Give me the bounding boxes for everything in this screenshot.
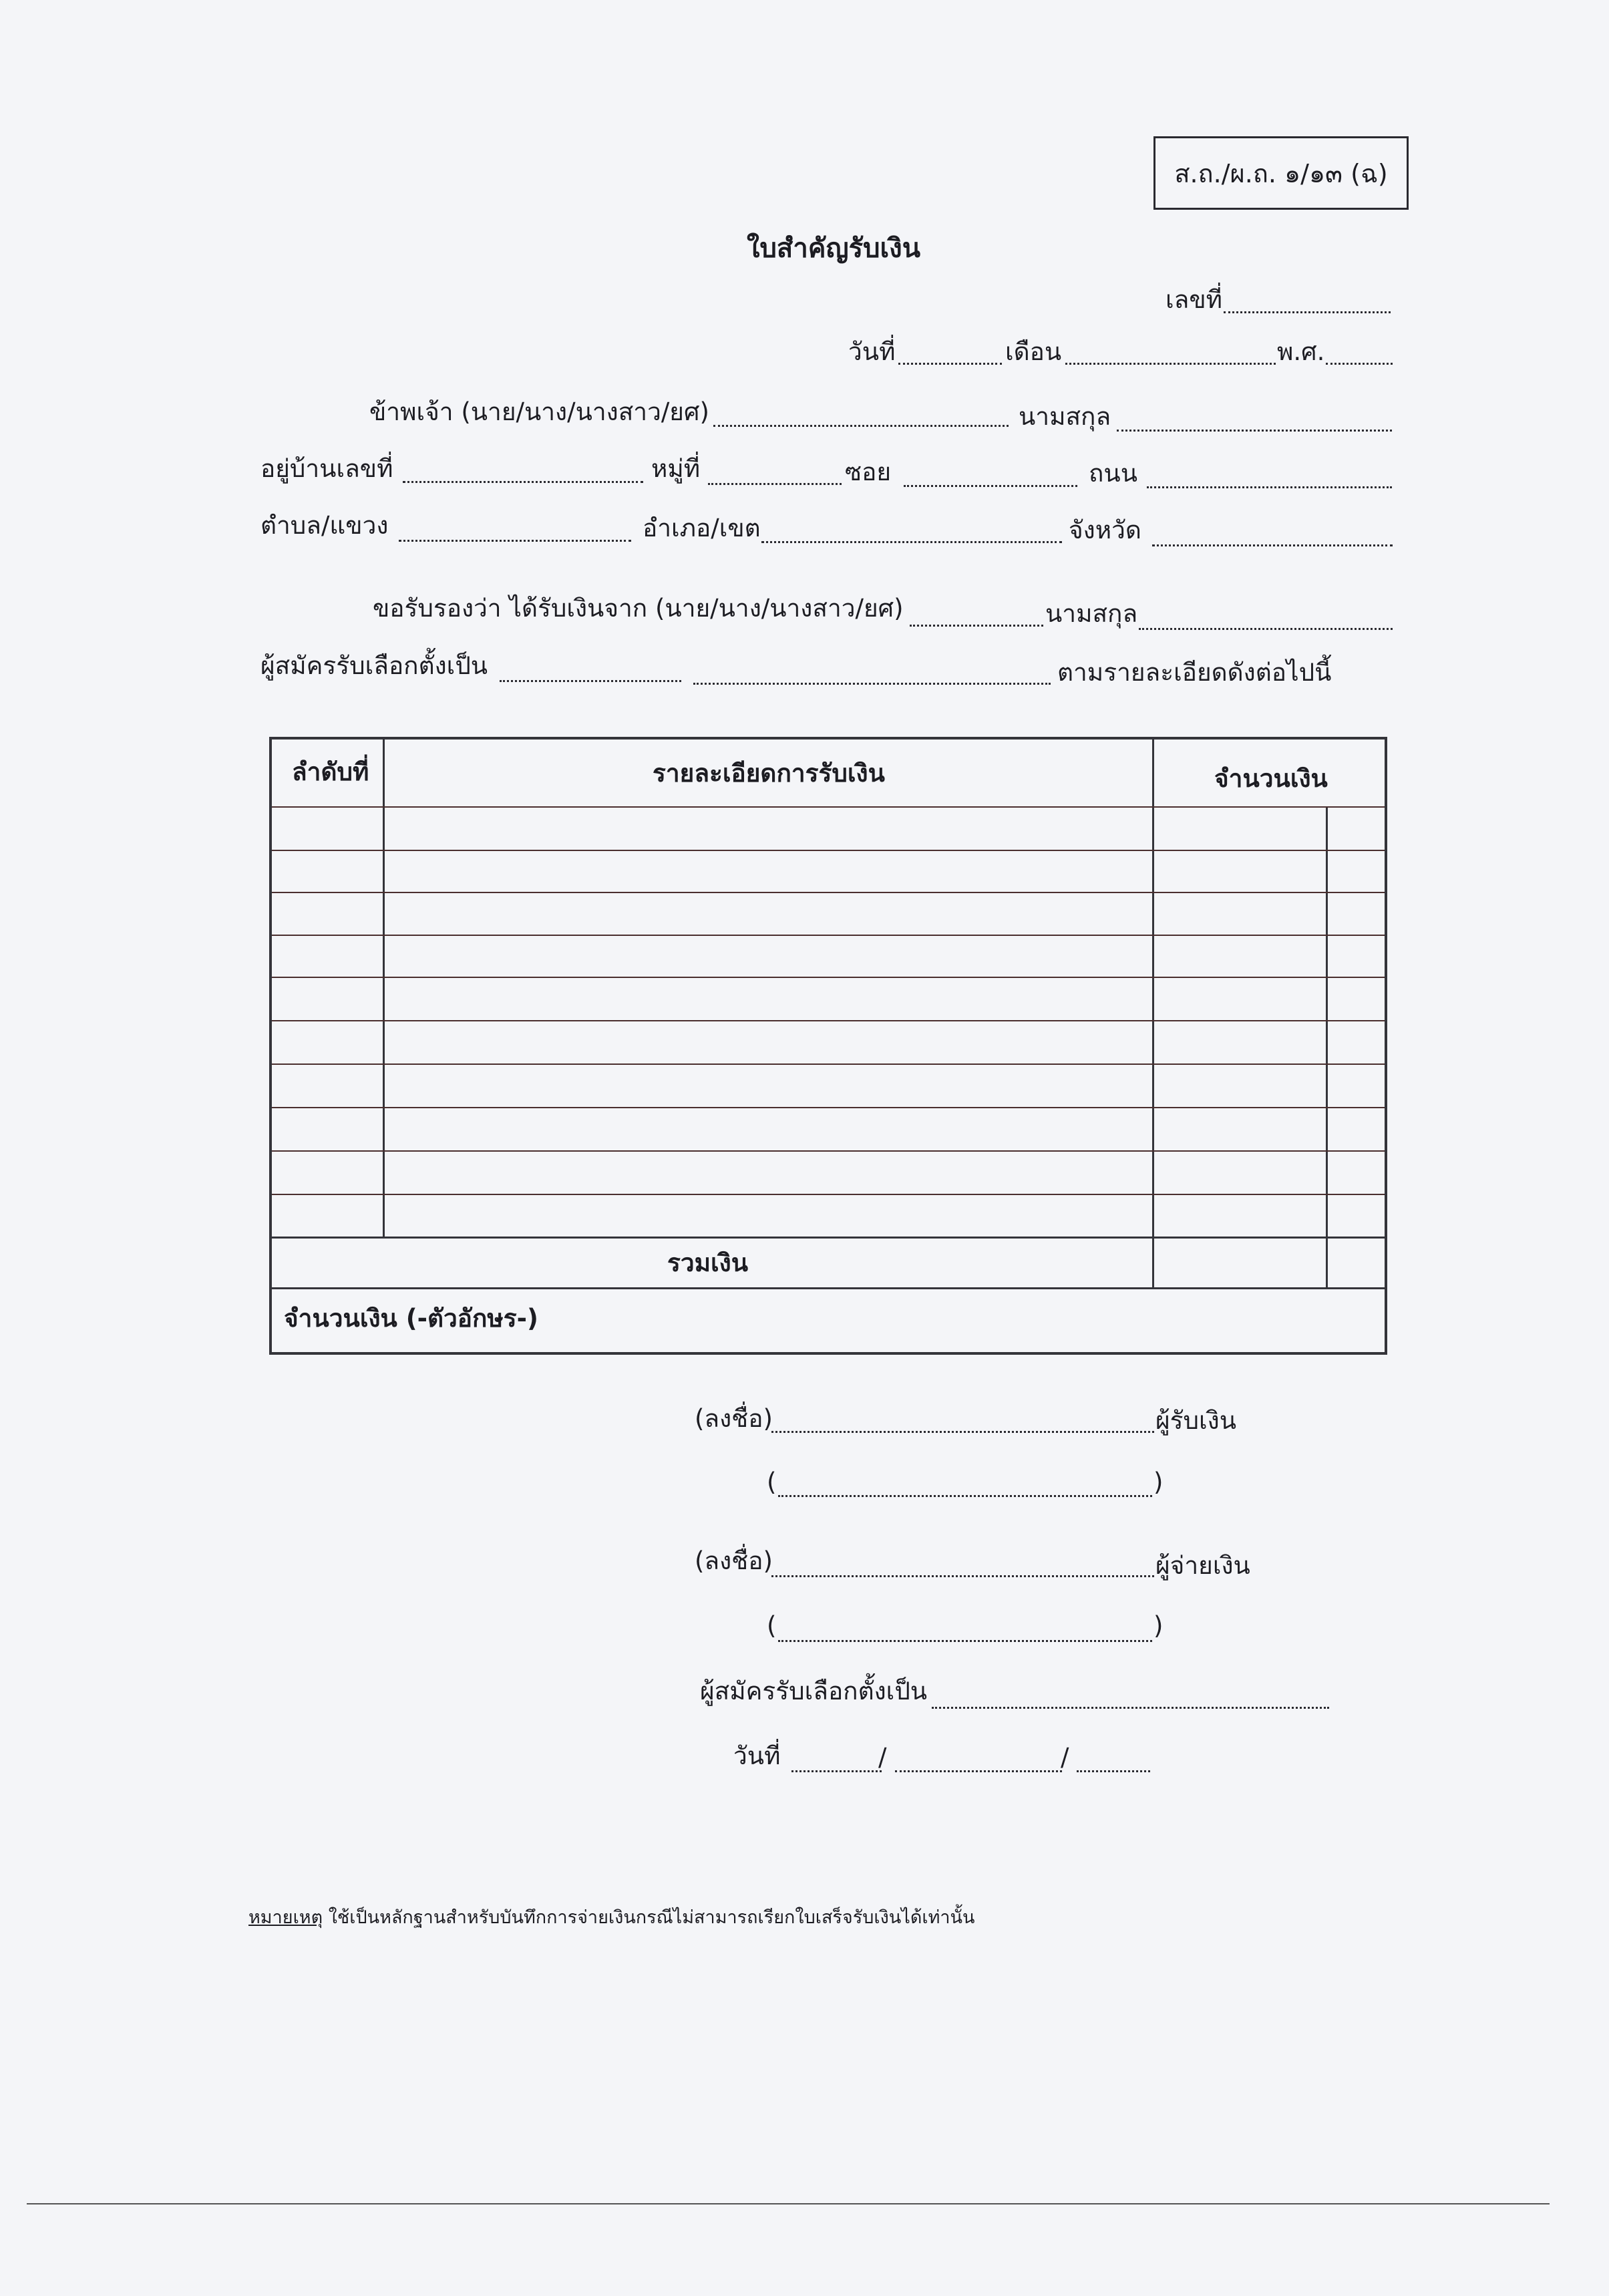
row-line (272, 892, 1385, 893)
road-label: ถนน (1089, 459, 1137, 488)
receiver-open-paren: ( (767, 1468, 777, 1496)
amount-words-label: จำนวนเงิน (-ตัวอักษร-) (284, 1304, 538, 1333)
col-no-header: ลำดับที่ (292, 758, 369, 786)
payer-sign-label: (ลงชื่อ) (695, 1546, 773, 1575)
candidate-field-2[interactable] (693, 683, 1051, 685)
no-field[interactable] (1224, 311, 1391, 313)
note-label: หมายเหตุ (248, 1907, 323, 1928)
row-line (272, 1107, 1385, 1108)
total-row-line (272, 1237, 1385, 1239)
row-line (272, 1194, 1385, 1195)
page-title: ใบสำคัญรับเงิน (747, 233, 921, 264)
col-divider-amount (1152, 740, 1154, 1287)
bottom-divider (27, 2203, 1550, 2204)
note-text: ใช้เป็นหลักฐานสำหรับบันทึกการจ่ายเงินกรณีไม่สามารถเรียกใบเสร็จรับเงินได้เท่านั้น (328, 1907, 975, 1928)
payer-name-field[interactable] (778, 1640, 1152, 1642)
payer-label: ผู้จ่ายเงิน (1155, 1551, 1250, 1580)
receiver-name-field[interactable] (778, 1495, 1152, 1497)
date-label: วันที่ (848, 337, 896, 366)
moo-label: หมู่ที่ (651, 454, 701, 483)
receiver-label: ผู้รับเงิน (1155, 1406, 1237, 1435)
moo-field[interactable] (708, 483, 842, 485)
row-line (272, 935, 1385, 936)
date-slash-1: / (878, 1743, 887, 1772)
road-field[interactable] (1147, 486, 1392, 488)
row-line (272, 1063, 1385, 1065)
day-field[interactable] (898, 363, 1002, 365)
year-field[interactable] (1326, 363, 1393, 365)
province-label: จังหวัด (1069, 516, 1141, 544)
row-line (272, 1020, 1385, 1021)
bottom-month-field[interactable] (895, 1770, 1062, 1772)
col-amount-header: จำนวนเงิน (1214, 764, 1328, 793)
details-label: ตามรายละเอียดดังต่อไปนี้ (1057, 658, 1332, 687)
certify-surname-label: นามสกุล (1045, 599, 1138, 628)
total-label: รวมเงิน (667, 1249, 749, 1277)
month-field[interactable] (1065, 363, 1276, 365)
surname-label: นามสกุล (1019, 402, 1111, 431)
house-no-field[interactable] (403, 481, 643, 483)
col-divider-no (383, 740, 385, 1237)
date-slash-2: / (1061, 1743, 1069, 1772)
received-from-field[interactable] (910, 625, 1043, 627)
bottom-candidate-label: ผู้สมัครรับเลือกตั้งเป็น (700, 1677, 928, 1705)
candidate-field-1[interactable] (500, 680, 681, 682)
bottom-year-field[interactable] (1077, 1770, 1150, 1772)
province-field[interactable] (1152, 544, 1393, 546)
year-label: พ.ศ. (1277, 337, 1325, 366)
bottom-candidate-field[interactable] (932, 1707, 1329, 1709)
house-no-label: อยู่บ้านเลขที่ (260, 454, 393, 483)
certify-surname-field[interactable] (1139, 628, 1393, 630)
form-code: ส.ถ./ผ.ถ. ๑/๑๓ (ฉ) (1153, 136, 1409, 210)
soi-field[interactable] (904, 485, 1077, 487)
soi-label: ซอย (845, 458, 892, 486)
no-label: เลขที่ (1166, 285, 1223, 314)
row-line (272, 850, 1385, 851)
col-divider-satang (1326, 806, 1328, 1287)
bottom-day-field[interactable] (791, 1770, 882, 1772)
district-field[interactable] (761, 541, 1062, 543)
payer-open-paren: ( (767, 1611, 777, 1640)
name-field[interactable] (713, 425, 1009, 427)
row-line (272, 806, 1385, 808)
bottom-date-label: วันที่ (733, 1742, 781, 1770)
surname-field[interactable] (1117, 430, 1392, 432)
month-label: เดือน (1005, 337, 1062, 366)
row-line (272, 1150, 1385, 1152)
receipt-table (269, 737, 1387, 1355)
district-label: อำเภอ/เขต (643, 514, 761, 542)
receiver-sign-field[interactable] (771, 1431, 1154, 1433)
subdistrict-field[interactable] (399, 540, 631, 542)
receiver-sign-label: (ลงชื่อ) (695, 1404, 773, 1433)
row-line (272, 977, 1385, 978)
amount-words-row-line (272, 1287, 1385, 1289)
receiver-close-paren: ) (1153, 1468, 1164, 1496)
received-from-label: ขอรับรองว่า ได้รับเงินจาก (นาย/นาง/นางสาว/ยศ) (373, 594, 904, 623)
note (248, 1903, 974, 1931)
i-label: ข้าพเจ้า (นาย/นาง/นางสาว/ยศ) (369, 397, 709, 426)
payer-close-paren: ) (1153, 1611, 1164, 1640)
candidate-label: ผู้สมัครรับเลือกตั้งเป็น (260, 651, 488, 680)
payer-sign-field[interactable] (771, 1575, 1154, 1577)
subdistrict-label: ตำบล/แขวง (260, 511, 389, 540)
col-detail-header: รายละเอียดการรับเงิน (653, 759, 885, 788)
